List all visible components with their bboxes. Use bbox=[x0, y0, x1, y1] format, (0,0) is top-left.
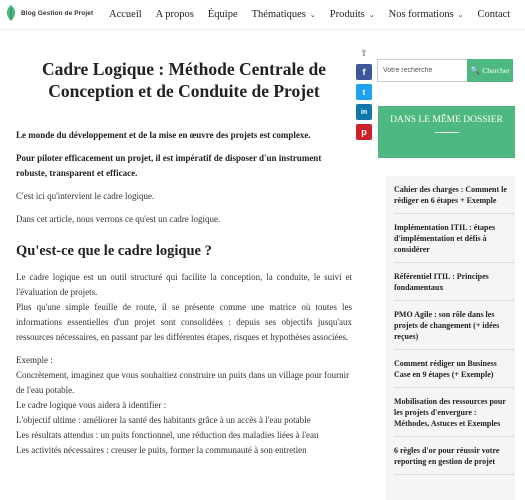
nav-label: Accueil bbox=[109, 9, 142, 20]
related-article-link[interactable]: PMO Agile : son rôle dans les projets de changement (+ idées reçues) bbox=[394, 309, 515, 350]
related-article-link[interactable]: 6 règles d'or pour réussir votre reporting en gestion de projet bbox=[394, 445, 515, 475]
paragraph: Les résultats attendus : un puits fonctionnel, une réduction des maladies liées à l'eau bbox=[16, 430, 319, 440]
related-article-link[interactable]: Référentiel ITIL : Principes fondamentaux bbox=[394, 271, 515, 301]
nav-item-a-propos[interactable] bbox=[156, 9, 194, 20]
related-article-link[interactable]: Cahier des charges : Comment le rédiger en 6 étapes + Exemple bbox=[394, 184, 515, 214]
nav-label: Nos formations bbox=[388, 9, 454, 20]
section-heading: Qu'est-ce que le cadre logique ? bbox=[16, 243, 212, 259]
nav-label: Thématiques bbox=[251, 9, 306, 20]
nav-label: Contact bbox=[477, 9, 511, 20]
paragraph: L'objectif ultime : améliorer la santé des habitants grâce à un accès à l'eau potable bbox=[16, 415, 311, 425]
search-button-label: Chercher bbox=[482, 66, 510, 75]
leaf-logo-icon bbox=[4, 4, 18, 22]
chevron-down-icon: ⌄ bbox=[309, 10, 316, 19]
search-form bbox=[377, 59, 513, 82]
related-article-link[interactable]: Implémentation ITIL : étapes d'implémentation et défis à considérer bbox=[394, 222, 515, 263]
article bbox=[16, 58, 352, 458]
linkedin-icon[interactable]: in bbox=[356, 104, 372, 120]
paragraph: Le cadre logique vous aidera à identifier : bbox=[16, 400, 167, 410]
nav-label: Produits bbox=[329, 9, 365, 20]
main-nav bbox=[109, 9, 510, 20]
intro-bold-1: Le monde du développement et de la mise en œuvre des projets est complexe. bbox=[16, 130, 311, 140]
intro-bold-2: Pour piloter efficacement un projet, il est impératif de disposer d'un instrument robuste, transparent et efficace. bbox=[16, 153, 322, 178]
share-icon: ⇪ bbox=[360, 49, 368, 59]
article-title: Cadre Logique : Méthode Centrale de Conception et de Conduite de Projet bbox=[41, 59, 327, 101]
related-articles-list bbox=[386, 176, 515, 500]
related-article-link[interactable]: Comment rédiger un Business Case en 9 étapes (+ Exemple) bbox=[394, 358, 515, 388]
chevron-down-icon: ⌄ bbox=[457, 10, 464, 19]
paragraph: Le cadre logique est un outil structuré qui facilite la conception, la conduite, le suivi et l'évaluation de projets. bbox=[16, 272, 352, 297]
paragraph: Les activités nécessaires : creuser le puits, former la communauté à son entretien bbox=[16, 445, 307, 455]
nav-item-thematiques[interactable] bbox=[252, 9, 316, 20]
nav-item-nos-formations[interactable] bbox=[389, 9, 464, 20]
search-input[interactable] bbox=[377, 59, 467, 82]
paragraph: Exemple : bbox=[16, 355, 53, 365]
twitter-icon[interactable]: t bbox=[356, 84, 372, 100]
chevron-down-icon: ⌄ bbox=[368, 10, 375, 19]
facebook-icon[interactable]: f bbox=[356, 64, 372, 80]
divider bbox=[435, 132, 459, 133]
nav-item-equipe[interactable] bbox=[208, 9, 238, 20]
share-bar bbox=[356, 48, 372, 140]
related-article-link[interactable]: Mobilisation des ressources pour les projets d'envergure : Méthodes, Astuces et Exemples bbox=[394, 396, 515, 437]
nav-item-accueil[interactable] bbox=[109, 9, 142, 20]
paragraph: Concrètement, imaginez que vous souhaitiez construire un puits dans un village pour fournir de l'eau potable. bbox=[16, 370, 350, 395]
logo-text: Blog Gestion de Projet bbox=[21, 9, 94, 17]
nav-label: Équipe bbox=[207, 9, 238, 20]
paragraph: Plus qu'une simple feuille de route, il se présente comme une matrice où toutes les informations essentielles d'un projet sont consolidées : depuis ses objectifs jusqu'aux ressources nécessaires, en passant par les différentes étapes, risques et hypothèses associées. bbox=[16, 302, 352, 342]
site-logo[interactable] bbox=[4, 4, 93, 22]
pinterest-icon[interactable]: p bbox=[356, 124, 372, 140]
same-folder-title: DANS LE MÊME DOSSIER bbox=[390, 115, 503, 125]
paragraph: Dans cet article, nous verrons ce qu'est un cadre logique. bbox=[16, 214, 221, 224]
nav-item-produits[interactable] bbox=[330, 9, 375, 20]
paragraph: C'est ici qu'intervient le cadre logique. bbox=[16, 191, 155, 201]
nav-item-contact[interactable] bbox=[478, 9, 511, 20]
search-button[interactable] bbox=[467, 59, 513, 82]
site-header bbox=[0, 0, 525, 30]
same-folder-header bbox=[378, 106, 515, 158]
nav-label: A propos bbox=[155, 9, 194, 20]
search-icon: 🔍 bbox=[470, 66, 481, 75]
